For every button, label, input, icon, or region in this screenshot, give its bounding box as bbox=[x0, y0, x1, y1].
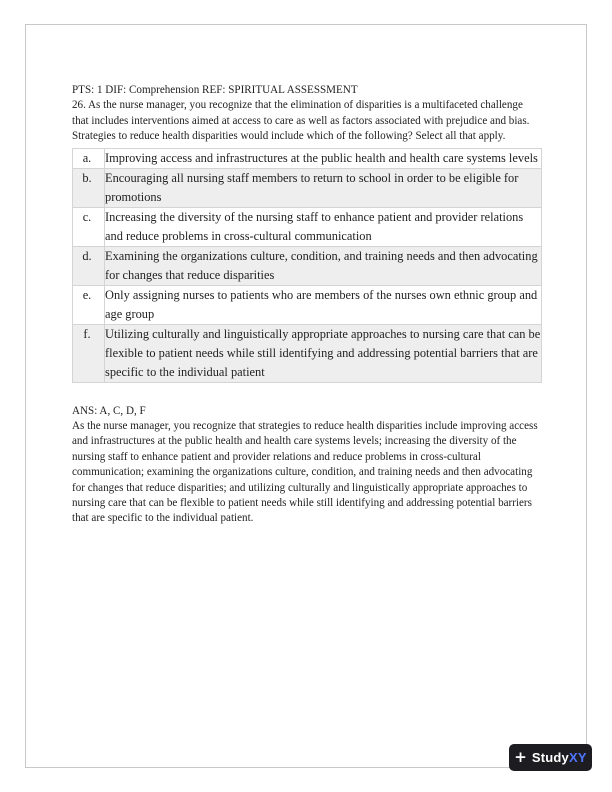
option-row-f bbox=[73, 324, 542, 382]
option-row-c bbox=[73, 207, 542, 246]
option-letter: e. bbox=[82, 287, 92, 302]
option-letter: a. bbox=[82, 150, 92, 165]
question-text: 26. As the nurse manager, you recognize that the elimination of disparities is a multifaceted challenge that includes interventions aimed at access to care as well as factors associated with prejudice and bias. Strategies to reduce health disparities would include which of the following? Select all that apply. bbox=[72, 99, 530, 143]
option-text: Only assigning nurses to patients who are members of the nurses own ethnic group and age group bbox=[105, 285, 542, 324]
question-meta: PTS: 1 DIF: Comprehension REF: SPIRITUAL ASSESSMENT bbox=[72, 84, 358, 96]
document-content bbox=[72, 83, 542, 527]
option-letter: c. bbox=[82, 209, 92, 224]
plus-icon: + bbox=[514, 748, 527, 766]
option-text: Increasing the diversity of the nursing staff to enhance patient and provider relations and reduce problems in cross-cultural communication bbox=[105, 207, 542, 246]
options-table bbox=[72, 148, 542, 383]
option-row-b bbox=[73, 168, 542, 207]
option-row-d bbox=[73, 246, 542, 285]
option-text: Encouraging all nursing staff members to return to school in order to be eligible for promotions bbox=[105, 168, 542, 207]
option-text: Improving access and infrastructures at the public health and health care systems levels bbox=[105, 148, 542, 168]
rationale-text: As the nurse manager, you recognize that strategies to reduce health disparities include improving access and infrastructures at the public health and health care systems levels; increasing the diversity of the nursing staff to enhance patient and provider relations and reduce problems in cross-cultural communication; examining the organizations culture, condition, and training needs and then advocating for changes that reduce disparities; and utilizing culturally and linguistically appropriate approaches to nursing care that can be flexible to patient needs while still identifying and addressing potential barriers that are specific to the individual patient. bbox=[72, 420, 538, 525]
studyxy-logo[interactable] bbox=[509, 744, 592, 771]
answer-key: ANS: A, C, D, F bbox=[72, 404, 146, 417]
option-letter: b. bbox=[82, 170, 92, 185]
option-row-e bbox=[73, 285, 542, 324]
option-row-a bbox=[73, 148, 542, 168]
option-letter: f. bbox=[83, 326, 91, 341]
option-text: Utilizing culturally and linguistically appropriate approaches to nursing care that can be flexible to patient needs while still identifying and addressing potential barriers that are specific to the individual patient bbox=[105, 324, 542, 382]
logo-wordmark: StudyXY bbox=[531, 750, 587, 765]
option-letter: d. bbox=[82, 248, 92, 263]
option-text: Examining the organizations culture, condition, and training needs and then advocating for changes that reduce disparities bbox=[105, 246, 542, 285]
